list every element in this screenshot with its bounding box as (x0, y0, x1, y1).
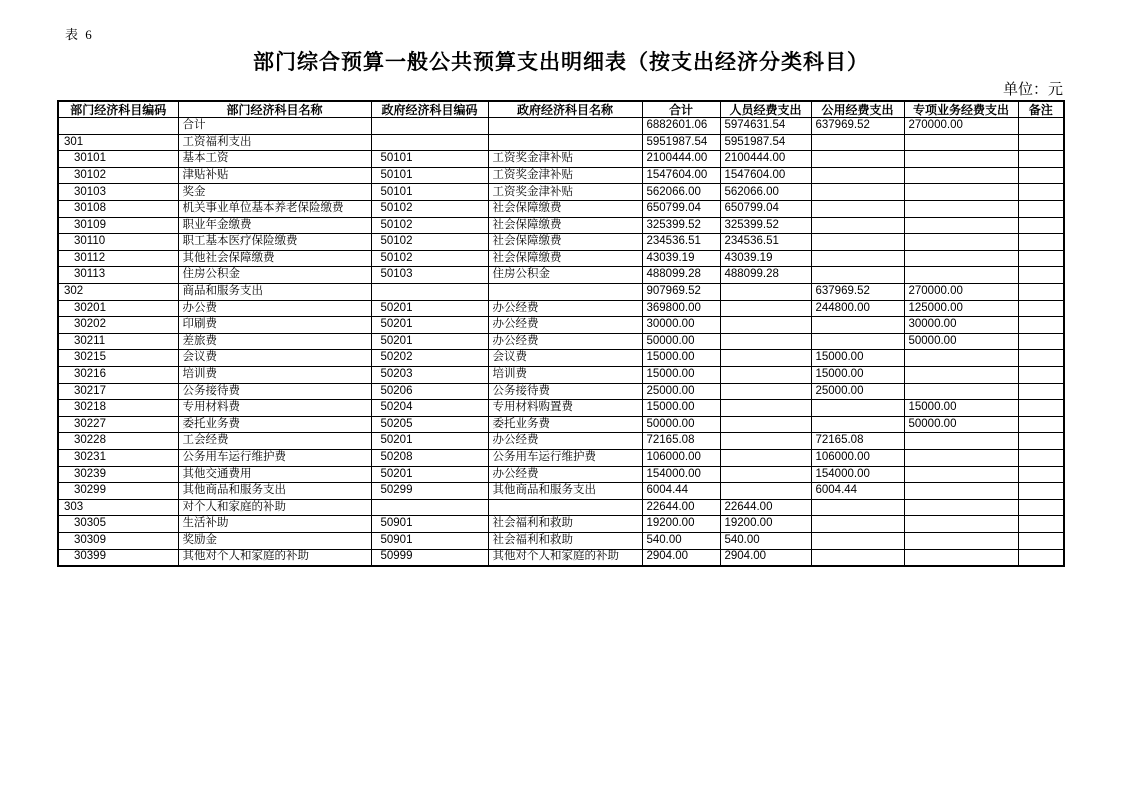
cell-gov-code: 50101 (371, 184, 488, 201)
cell-remark (1018, 516, 1064, 533)
cell-remark (1018, 151, 1064, 168)
table-row (58, 433, 1064, 450)
cell-special-expense: 30000.00 (904, 317, 1018, 334)
cell-public-expense (811, 217, 904, 234)
cell-total: 19200.00 (642, 516, 720, 533)
cell-gov-code: 50901 (371, 516, 488, 533)
cell-personnel-expense (720, 466, 811, 483)
cell-gov-code (371, 118, 488, 135)
cell-gov-name: 委托业务费 (488, 416, 642, 433)
table-row (58, 400, 1064, 417)
table-row (58, 466, 1064, 483)
cell-special-expense: 50000.00 (904, 333, 1018, 350)
table-row (58, 151, 1064, 168)
column-header-dept-code: 部门经济科目编码 (58, 101, 178, 118)
cell-personnel-expense (720, 449, 811, 466)
column-header-public-expense: 公用经费支出 (811, 101, 904, 118)
cell-gov-name: 培训费 (488, 367, 642, 384)
cell-remark (1018, 416, 1064, 433)
cell-dept-name: 办公费 (178, 300, 371, 317)
cell-remark (1018, 118, 1064, 135)
cell-dept-code: 30110 (58, 234, 178, 251)
cell-gov-name: 会议费 (488, 350, 642, 367)
cell-special-expense (904, 516, 1018, 533)
cell-special-expense (904, 367, 1018, 384)
cell-special-expense (904, 433, 1018, 450)
cell-gov-name: 公务接待费 (488, 383, 642, 400)
cell-gov-name: 办公经费 (488, 433, 642, 450)
cell-public-expense: 106000.00 (811, 449, 904, 466)
cell-gov-name: 办公经费 (488, 317, 642, 334)
cell-remark (1018, 201, 1064, 218)
cell-gov-code: 50205 (371, 416, 488, 433)
cell-dept-name: 职业年金缴费 (178, 217, 371, 234)
cell-dept-code: 30227 (58, 416, 178, 433)
cell-dept-name: 培训费 (178, 367, 371, 384)
cell-public-expense: 6004.44 (811, 483, 904, 500)
cell-dept-code: 30228 (58, 433, 178, 450)
cell-special-expense: 270000.00 (904, 284, 1018, 301)
unit-label: 单位：元 (1002, 82, 1063, 98)
cell-dept-code: 30109 (58, 217, 178, 234)
cell-public-expense (811, 250, 904, 267)
cell-special-expense (904, 134, 1018, 151)
cell-dept-code: 30211 (58, 333, 178, 350)
cell-special-expense (904, 549, 1018, 566)
cell-public-expense: 15000.00 (811, 367, 904, 384)
cell-public-expense: 244800.00 (811, 300, 904, 317)
cell-dept-code: 30305 (58, 516, 178, 533)
cell-gov-name: 社会福利和救助 (488, 532, 642, 549)
cell-dept-name: 工会经费 (178, 433, 371, 450)
cell-remark (1018, 134, 1064, 151)
column-header-remark: 备注 (1018, 101, 1064, 118)
cell-remark (1018, 449, 1064, 466)
cell-total: 907969.52 (642, 284, 720, 301)
cell-remark (1018, 284, 1064, 301)
cell-public-expense: 72165.08 (811, 433, 904, 450)
cell-total: 50000.00 (642, 333, 720, 350)
cell-special-expense (904, 250, 1018, 267)
cell-gov-code: 50101 (371, 151, 488, 168)
cell-remark (1018, 483, 1064, 500)
table-row (58, 383, 1064, 400)
cell-gov-name: 社会保障缴费 (488, 217, 642, 234)
table-row (58, 333, 1064, 350)
column-header-gov-code: 政府经济科目编码 (371, 101, 488, 118)
table-row (58, 532, 1064, 549)
cell-gov-code: 50208 (371, 449, 488, 466)
cell-gov-name (488, 118, 642, 135)
cell-gov-name: 工资奖金津补贴 (488, 167, 642, 184)
cell-gov-name (488, 134, 642, 151)
cell-personnel-expense: 22644.00 (720, 499, 811, 516)
cell-personnel-expense: 562066.00 (720, 184, 811, 201)
cell-dept-name: 委托业务费 (178, 416, 371, 433)
cell-dept-name: 基本工资 (178, 151, 371, 168)
cell-dept-code (58, 118, 178, 135)
cell-dept-name: 津贴补贴 (178, 167, 371, 184)
cell-personnel-expense: 1547604.00 (720, 167, 811, 184)
cell-total: 154000.00 (642, 466, 720, 483)
cell-special-expense: 125000.00 (904, 300, 1018, 317)
cell-total: 6004.44 (642, 483, 720, 500)
column-header-dept-name: 部门经济科目名称 (178, 101, 371, 118)
cell-dept-name: 会议费 (178, 350, 371, 367)
cell-total: 22644.00 (642, 499, 720, 516)
cell-gov-name: 其他对个人和家庭的补助 (488, 549, 642, 566)
column-header-total: 合计 (642, 101, 720, 118)
table-header-row (58, 101, 1064, 118)
cell-special-expense (904, 383, 1018, 400)
cell-public-expense (811, 201, 904, 218)
cell-public-expense (811, 333, 904, 350)
cell-dept-code: 30108 (58, 201, 178, 218)
cell-total: 2100444.00 (642, 151, 720, 168)
cell-dept-code: 30215 (58, 350, 178, 367)
table-row (58, 284, 1064, 301)
cell-gov-code: 50204 (371, 400, 488, 417)
cell-public-expense: 637969.52 (811, 118, 904, 135)
cell-public-expense (811, 499, 904, 516)
cell-public-expense (811, 317, 904, 334)
cell-dept-name: 其他交通费用 (178, 466, 371, 483)
cell-remark (1018, 217, 1064, 234)
cell-dept-name: 其他社会保障缴费 (178, 250, 371, 267)
cell-dept-name: 公务接待费 (178, 383, 371, 400)
cell-dept-code: 301 (58, 134, 178, 151)
cell-total: 650799.04 (642, 201, 720, 218)
cell-dept-code: 30101 (58, 151, 178, 168)
cell-gov-code (371, 134, 488, 151)
cell-special-expense (904, 449, 1018, 466)
cell-gov-code (371, 499, 488, 516)
cell-dept-name: 商品和服务支出 (178, 284, 371, 301)
cell-personnel-expense (720, 416, 811, 433)
cell-dept-name: 住房公积金 (178, 267, 371, 284)
cell-personnel-expense (720, 350, 811, 367)
cell-remark (1018, 367, 1064, 384)
cell-special-expense (904, 234, 1018, 251)
cell-personnel-expense (720, 383, 811, 400)
cell-public-expense (811, 416, 904, 433)
cell-total: 30000.00 (642, 317, 720, 334)
cell-personnel-expense: 325399.52 (720, 217, 811, 234)
cell-remark (1018, 333, 1064, 350)
cell-dept-name: 机关事业单位基本养老保险缴费 (178, 201, 371, 218)
cell-personnel-expense (720, 483, 811, 500)
cell-gov-name: 社会保障缴费 (488, 250, 642, 267)
cell-personnel-expense: 5951987.54 (720, 134, 811, 151)
cell-gov-code: 50201 (371, 333, 488, 350)
cell-public-expense (811, 151, 904, 168)
cell-dept-name: 合计 (178, 118, 371, 135)
cell-dept-name: 其他商品和服务支出 (178, 483, 371, 500)
table-row (58, 234, 1064, 251)
cell-total: 488099.28 (642, 267, 720, 284)
cell-special-expense (904, 184, 1018, 201)
cell-total: 25000.00 (642, 383, 720, 400)
table-row (58, 350, 1064, 367)
cell-dept-name: 生活补助 (178, 516, 371, 533)
cell-total: 72165.08 (642, 433, 720, 450)
cell-gov-code: 50201 (371, 433, 488, 450)
cell-personnel-expense (720, 317, 811, 334)
cell-remark (1018, 300, 1064, 317)
cell-total: 6882601.06 (642, 118, 720, 135)
cell-total: 5951987.54 (642, 134, 720, 151)
cell-special-expense: 15000.00 (904, 400, 1018, 417)
cell-special-expense (904, 350, 1018, 367)
cell-public-expense (811, 516, 904, 533)
cell-dept-code: 30112 (58, 250, 178, 267)
cell-total: 15000.00 (642, 367, 720, 384)
cell-gov-name: 社会福利和救助 (488, 516, 642, 533)
cell-remark (1018, 433, 1064, 450)
cell-gov-name: 专用材料购置费 (488, 400, 642, 417)
cell-personnel-expense: 2904.00 (720, 549, 811, 566)
cell-total: 106000.00 (642, 449, 720, 466)
cell-personnel-expense: 540.00 (720, 532, 811, 549)
cell-remark (1018, 350, 1064, 367)
cell-personnel-expense: 2100444.00 (720, 151, 811, 168)
cell-remark (1018, 400, 1064, 417)
cell-gov-code: 50201 (371, 317, 488, 334)
cell-gov-code: 50202 (371, 350, 488, 367)
table-row (58, 317, 1064, 334)
cell-remark (1018, 167, 1064, 184)
cell-dept-name: 差旅费 (178, 333, 371, 350)
cell-dept-code: 302 (58, 284, 178, 301)
table-row (58, 449, 1064, 466)
cell-total: 325399.52 (642, 217, 720, 234)
cell-gov-code: 50103 (371, 267, 488, 284)
cell-gov-code: 50102 (371, 250, 488, 267)
cell-gov-name: 社会保障缴费 (488, 234, 642, 251)
table-row (58, 201, 1064, 218)
cell-public-expense: 25000.00 (811, 383, 904, 400)
cell-total: 540.00 (642, 532, 720, 549)
cell-total: 50000.00 (642, 416, 720, 433)
page-title: 部门综合预算一般公共预算支出明细表（按支出经济分类科目） (253, 51, 869, 74)
cell-special-expense (904, 167, 1018, 184)
cell-dept-name: 奖金 (178, 184, 371, 201)
cell-remark (1018, 317, 1064, 334)
cell-gov-name: 工资奖金津补贴 (488, 151, 642, 168)
cell-personnel-expense: 488099.28 (720, 267, 811, 284)
cell-remark (1018, 250, 1064, 267)
cell-remark (1018, 466, 1064, 483)
cell-dept-code: 30216 (58, 367, 178, 384)
cell-dept-code: 30102 (58, 167, 178, 184)
cell-gov-name: 公务用车运行维护费 (488, 449, 642, 466)
cell-public-expense (811, 400, 904, 417)
cell-total: 234536.51 (642, 234, 720, 251)
cell-gov-code: 50102 (371, 217, 488, 234)
table-body (58, 118, 1064, 566)
table-row (58, 367, 1064, 384)
cell-personnel-expense: 234536.51 (720, 234, 811, 251)
cell-total: 562066.00 (642, 184, 720, 201)
cell-personnel-expense (720, 367, 811, 384)
cell-special-expense: 50000.00 (904, 416, 1018, 433)
cell-special-expense (904, 532, 1018, 549)
cell-dept-code: 30239 (58, 466, 178, 483)
cell-public-expense: 637969.52 (811, 284, 904, 301)
cell-total: 2904.00 (642, 549, 720, 566)
cell-gov-code: 50203 (371, 367, 488, 384)
cell-dept-name: 奖励金 (178, 532, 371, 549)
cell-public-expense (811, 549, 904, 566)
cell-remark (1018, 267, 1064, 284)
cell-gov-name: 其他商品和服务支出 (488, 483, 642, 500)
table-row (58, 416, 1064, 433)
sheet-label: 表 6 (65, 27, 94, 42)
cell-gov-name: 住房公积金 (488, 267, 642, 284)
cell-gov-code: 50999 (371, 549, 488, 566)
cell-public-expense (811, 167, 904, 184)
cell-total: 15000.00 (642, 400, 720, 417)
table-row (58, 516, 1064, 533)
table-row (58, 217, 1064, 234)
cell-total: 369800.00 (642, 300, 720, 317)
cell-dept-code: 30201 (58, 300, 178, 317)
table-row (58, 267, 1064, 284)
cell-total: 15000.00 (642, 350, 720, 367)
column-header-gov-name: 政府经济科目名称 (488, 101, 642, 118)
table-row (58, 118, 1064, 135)
cell-gov-name: 办公经费 (488, 300, 642, 317)
cell-personnel-expense (720, 333, 811, 350)
cell-dept-name: 对个人和家庭的补助 (178, 499, 371, 516)
cell-dept-code: 30202 (58, 317, 178, 334)
budget-table (57, 100, 1065, 567)
cell-personnel-expense: 5974631.54 (720, 118, 811, 135)
cell-dept-code: 30113 (58, 267, 178, 284)
cell-gov-code: 50206 (371, 383, 488, 400)
cell-dept-code: 30217 (58, 383, 178, 400)
table-row (58, 134, 1064, 151)
cell-special-expense (904, 217, 1018, 234)
cell-special-expense: 270000.00 (904, 118, 1018, 135)
cell-gov-code: 50201 (371, 300, 488, 317)
cell-dept-name: 公务用车运行维护费 (178, 449, 371, 466)
cell-gov-code (371, 284, 488, 301)
cell-gov-code: 50201 (371, 466, 488, 483)
cell-dept-code: 30299 (58, 483, 178, 500)
cell-public-expense (811, 532, 904, 549)
column-header-special-expense: 专项业务经费支出 (904, 101, 1018, 118)
cell-dept-name: 其他对个人和家庭的补助 (178, 549, 371, 566)
cell-total: 1547604.00 (642, 167, 720, 184)
column-header-personnel-expense: 人员经费支出 (720, 101, 811, 118)
cell-special-expense (904, 201, 1018, 218)
cell-gov-code: 50901 (371, 532, 488, 549)
cell-gov-code: 50299 (371, 483, 488, 500)
table-row (58, 250, 1064, 267)
cell-dept-name: 印刷费 (178, 317, 371, 334)
cell-dept-code: 303 (58, 499, 178, 516)
table-row (58, 499, 1064, 516)
cell-remark (1018, 532, 1064, 549)
cell-personnel-expense: 650799.04 (720, 201, 811, 218)
cell-personnel-expense (720, 400, 811, 417)
cell-public-expense: 154000.00 (811, 466, 904, 483)
cell-gov-name (488, 284, 642, 301)
cell-public-expense: 15000.00 (811, 350, 904, 367)
table-row (58, 167, 1064, 184)
cell-personnel-expense (720, 284, 811, 301)
cell-gov-name: 社会保障缴费 (488, 201, 642, 218)
cell-dept-code: 30231 (58, 449, 178, 466)
cell-gov-name: 工资奖金津补贴 (488, 184, 642, 201)
cell-public-expense (811, 234, 904, 251)
cell-personnel-expense: 19200.00 (720, 516, 811, 533)
cell-remark (1018, 549, 1064, 566)
cell-public-expense (811, 267, 904, 284)
cell-gov-code: 50101 (371, 167, 488, 184)
cell-gov-name: 办公经费 (488, 466, 642, 483)
cell-dept-code: 30399 (58, 549, 178, 566)
cell-public-expense (811, 184, 904, 201)
table-row (58, 300, 1064, 317)
cell-remark (1018, 234, 1064, 251)
cell-special-expense (904, 267, 1018, 284)
cell-dept-name: 专用材料费 (178, 400, 371, 417)
cell-gov-code: 50102 (371, 234, 488, 251)
table-row (58, 549, 1064, 566)
cell-public-expense (811, 134, 904, 151)
cell-personnel-expense (720, 433, 811, 450)
cell-personnel-expense: 43039.19 (720, 250, 811, 267)
cell-gov-name: 办公经费 (488, 333, 642, 350)
cell-total: 43039.19 (642, 250, 720, 267)
cell-special-expense (904, 483, 1018, 500)
cell-dept-code: 30309 (58, 532, 178, 549)
cell-remark (1018, 383, 1064, 400)
cell-dept-code: 30103 (58, 184, 178, 201)
cell-special-expense (904, 151, 1018, 168)
cell-personnel-expense (720, 300, 811, 317)
cell-gov-name (488, 499, 642, 516)
cell-dept-code: 30218 (58, 400, 178, 417)
table-row (58, 483, 1064, 500)
cell-special-expense (904, 499, 1018, 516)
cell-remark (1018, 499, 1064, 516)
cell-gov-code: 50102 (371, 201, 488, 218)
cell-special-expense (904, 466, 1018, 483)
table-row (58, 184, 1064, 201)
cell-remark (1018, 184, 1064, 201)
cell-dept-name: 职工基本医疗保险缴费 (178, 234, 371, 251)
cell-dept-name: 工资福利支出 (178, 134, 371, 151)
